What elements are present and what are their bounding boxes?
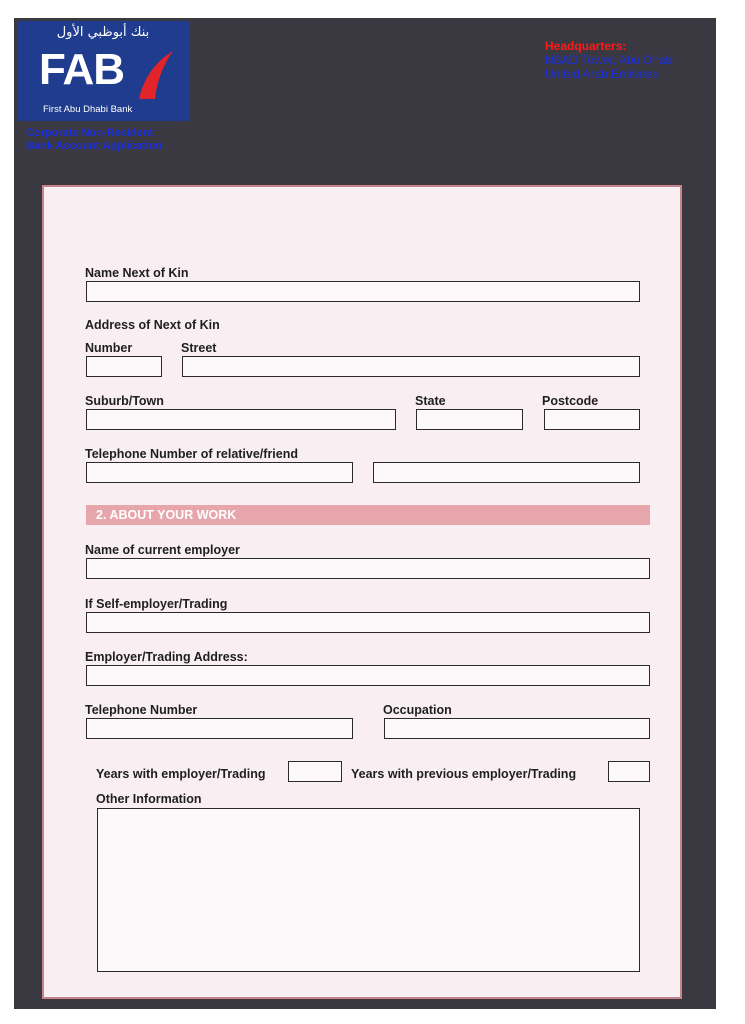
street-label: Street — [181, 341, 217, 355]
number-field[interactable] — [86, 356, 162, 377]
current-employer-label: Name of current employer — [85, 543, 240, 557]
street-field[interactable] — [182, 356, 640, 377]
suburb-label: Suburb/Town — [85, 394, 164, 408]
years-previous-employer-label: Years with previous employer/Trading — [351, 767, 577, 781]
occupation-label: Occupation — [383, 703, 452, 717]
relative-telephone-label: Telephone Number of relative/friend — [85, 447, 299, 461]
employer-address-field[interactable] — [86, 665, 650, 686]
current-employer-field[interactable] — [86, 558, 650, 579]
document-title-line2: Bank Account Application — [26, 140, 163, 152]
work-telephone-field[interactable] — [86, 718, 353, 739]
document-title-line1: Corporate Non-Resident — [26, 127, 154, 139]
section-header-about-your-work — [86, 505, 650, 525]
hq-address-line2: United Arab Emirates — [545, 67, 659, 81]
document-title — [26, 127, 162, 153]
suburb-field[interactable] — [86, 409, 396, 430]
logo-swoosh-icon — [133, 49, 177, 101]
other-information-textarea[interactable] — [97, 808, 640, 972]
postcode-label: Postcode — [542, 394, 599, 408]
postcode-field[interactable] — [544, 409, 640, 430]
self-employer-label: If Self-employer/Trading — [85, 597, 228, 611]
next-of-kin-address-label: Address of Next of Kin — [85, 318, 220, 332]
logo-bank-name: First Abu Dhabi Bank — [43, 104, 133, 115]
logo-arabic-text: بنك أبوظبي الأول — [56, 25, 150, 40]
section-title: 2. ABOUT YOUR WORK — [96, 508, 237, 522]
self-employer-field[interactable] — [86, 612, 650, 633]
years-employer-field[interactable] — [288, 761, 342, 782]
work-telephone-label: Telephone Number — [85, 703, 198, 717]
headquarters-block — [545, 39, 675, 81]
employer-address-label: Employer/Trading Address: — [85, 650, 248, 664]
hq-title: Headquarters: — [545, 39, 627, 53]
state-field[interactable] — [416, 409, 523, 430]
fab-logo — [17, 21, 189, 121]
other-information-label: Other Information — [96, 792, 202, 806]
years-employer-label: Years with employer/Trading — [96, 767, 266, 781]
logo-letters: FAB — [39, 45, 124, 94]
occupation-field[interactable] — [384, 718, 650, 739]
hq-address-line1: NBAD Tower, Abu Dhabi — [545, 53, 675, 67]
state-label: State — [415, 394, 446, 408]
next-of-kin-name-field[interactable] — [86, 281, 640, 302]
relative-telephone-field-1[interactable] — [86, 462, 353, 483]
next-of-kin-name-label: Name Next of Kin — [85, 266, 189, 280]
relative-telephone-field-2[interactable] — [373, 462, 640, 483]
number-label: Number — [85, 341, 133, 355]
years-previous-employer-field[interactable] — [608, 761, 650, 782]
